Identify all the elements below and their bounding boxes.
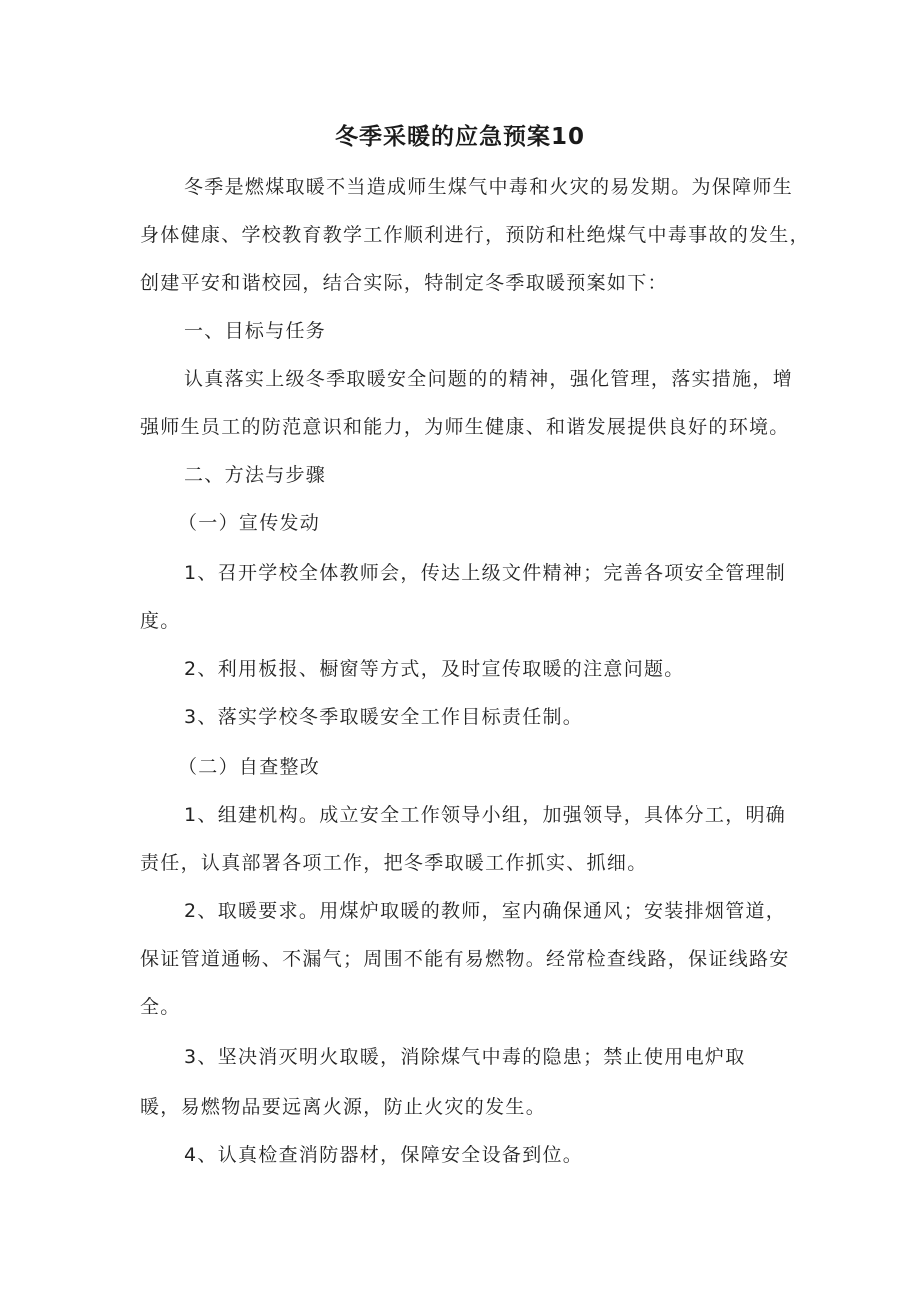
subsection-heading: （二）自查整改 [178,756,321,778]
paragraph-line: 强师生员工的防范意识和能力，为师生健康、和谐发展提供良好的环境。 [140,416,790,438]
paragraph-line: 1、组建机构。成立安全工作领导小组，加强领导，具体分工，明确 [184,804,787,826]
paragraph-line: 身体健康、学校教育教学工作顺利进行，预防和杜绝煤气中毒事故的发生， [140,224,810,246]
paragraph-line: 4、认真检查消防器材，保障安全设备到位。 [184,1144,584,1166]
paragraph-line: 全。 [140,996,181,1018]
paragraph-line: 3、坚决消灭明火取暖，消除煤气中毒的隐患；禁止使用电炉取 [184,1046,746,1068]
paragraph-line: 度。 [140,610,181,632]
paragraph-line: 保证管道通畅、不漏气；周围不能有易燃物。经常检查线路，保证线路安 [140,948,790,970]
paragraph-line: 1、召开学校全体教师会，传达上级文件精神；完善各项安全管理制 [184,562,787,584]
paragraph-line: 暖，易燃物品要远离火源，防止火灾的发生。 [140,1096,547,1118]
paragraph-line: 2、利用板报、橱窗等方式，及时宣传取暖的注意问题。 [184,658,685,680]
paragraph-line: 认真落实上级冬季取暖安全问题的的精神，强化管理，落实措施，增 [184,368,794,390]
paragraph-line: 2、取暖要求。用煤炉取暖的教师，室内确保通风；安装排烟管道， [184,900,787,922]
section-heading: 二、方法与步骤 [184,464,327,486]
paragraph-line: 责任，认真部署各项工作，把冬季取暖工作抓实、抓细。 [140,852,648,874]
subsection-heading: （一）宣传发动 [178,512,321,534]
paragraph-line: 创建平安和谐校园，结合实际，特制定冬季取暖预案如下： [140,272,668,294]
paragraph-line: 3、落实学校冬季取暖安全工作目标责任制。 [184,706,584,728]
document-title: 冬季采暖的应急预案10 [334,124,585,150]
section-heading: 一、目标与任务 [184,320,327,342]
paragraph-line: 冬季是燃煤取暖不当造成师生煤气中毒和火灾的易发期。为保障师生 [184,176,794,198]
